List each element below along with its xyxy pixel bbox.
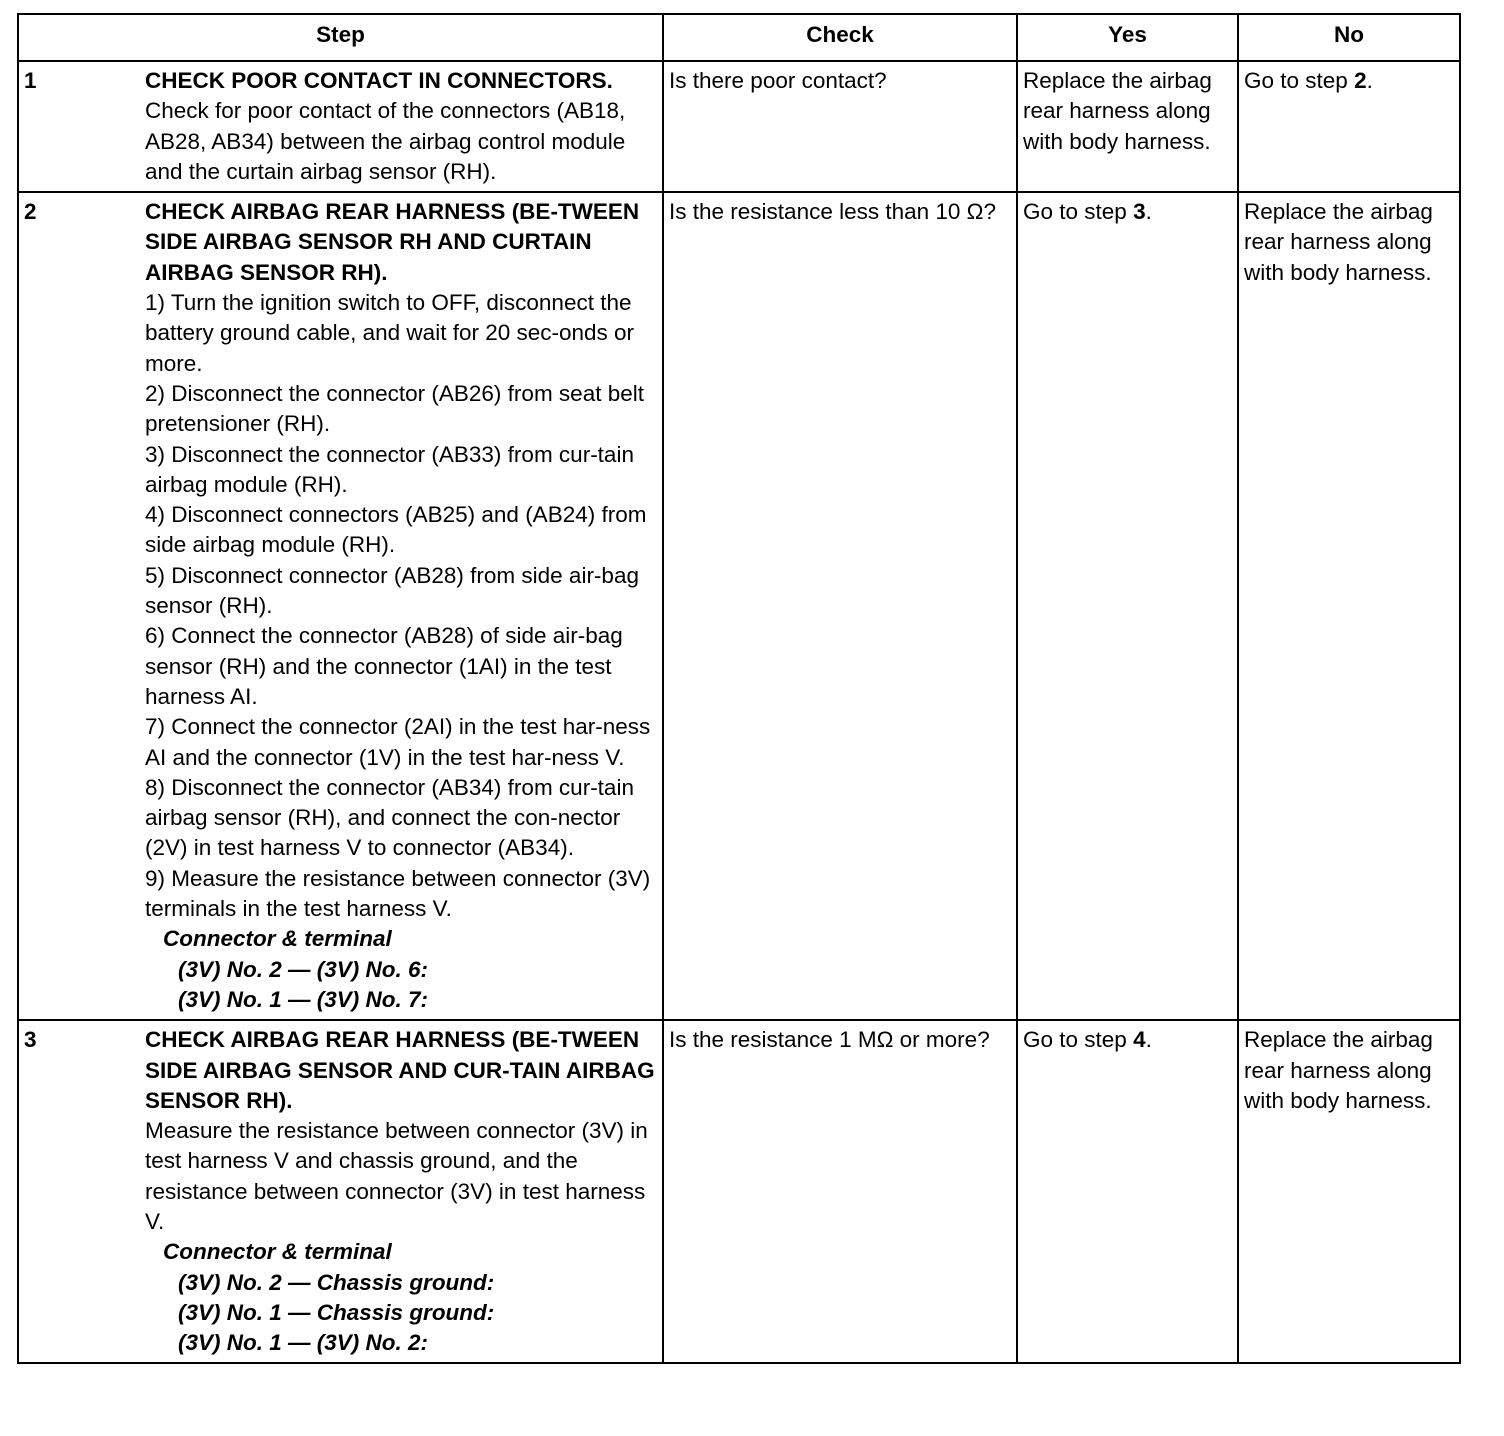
yes-cell: Replace the airbag rear harness along with body harness. bbox=[1017, 61, 1238, 192]
connector-heading: Connector & terminal bbox=[163, 926, 392, 952]
check-cell: Is the resistance 1 MΩ or more? bbox=[663, 1020, 1017, 1363]
step-number: 2 bbox=[18, 192, 140, 1020]
step-title: CHECK POOR CONTACT IN CONNECTORS. bbox=[145, 68, 613, 93]
header-row bbox=[18, 14, 1460, 61]
connector-item: (3V) No. 1 — (3V) No. 2: bbox=[178, 1330, 429, 1356]
header-step: Step bbox=[18, 14, 663, 61]
step-title: CHECK AIRBAG REAR HARNESS (BE-TWEEN SIDE AIRBAG SENSOR AND CUR-TAIN AIRBAG SENSOR RH). bbox=[145, 1027, 655, 1113]
substep-1: 1) Turn the ignition switch to OFF, disconnect the battery ground cable, and wait for 20 sec-onds or more. bbox=[145, 290, 635, 376]
check-cell: Is the resistance less than 10 Ω? bbox=[663, 192, 1017, 1020]
no-cell bbox=[1238, 61, 1460, 192]
substep-8: 8) Disconnect the connector (AB34) from cur-tain airbag sensor (RH), and connect the con-nector (2V) in test harness V to connector (AB34). bbox=[145, 774, 634, 861]
no-cell: Replace the airbag rear harness along with body harness. bbox=[1238, 192, 1460, 1020]
step-cell bbox=[140, 61, 663, 192]
substep-9: 9) Measure the resistance between connector (3V) terminals in the test harness V. bbox=[145, 865, 651, 922]
substep-6: 6) Connect the connector (AB28) of side air-bag sensor (RH) and the connector (1AI) in the test harness AI. bbox=[145, 623, 623, 709]
step-number: 1 bbox=[18, 61, 140, 192]
header-no: No bbox=[1238, 14, 1460, 61]
header-yes: Yes bbox=[1017, 14, 1238, 61]
step-title: CHECK AIRBAG REAR HARNESS (BE-TWEEN SIDE AIRBAG SENSOR RH AND CURTAIN AIRBAG SENSOR RH). bbox=[145, 199, 640, 285]
no-text: Go to step bbox=[1244, 68, 1355, 93]
step-reference: 3 bbox=[1133, 199, 1146, 225]
substep-3: 3) Disconnect the connector (AB33) from cur-tain airbag module (RH). bbox=[145, 441, 634, 497]
substep-7: 7) Connect the connector (2AI) in the test har-ness AI and the connector (1V) in the test har-ness V. bbox=[145, 714, 651, 770]
yes-cell bbox=[1017, 192, 1238, 1020]
yes-suffix: . bbox=[1145, 1027, 1152, 1053]
step-reference: 4 bbox=[1133, 1027, 1146, 1053]
substep-4: 4) Disconnect connectors (AB25) and (AB24) from side airbag module (RH). bbox=[145, 502, 647, 558]
step-text: Measure the resistance between connector (3V) in test harness V and chassis ground, and the resistance between connector (3V) in test harness V. bbox=[145, 1118, 648, 1234]
table-row bbox=[18, 61, 1460, 192]
yes-cell bbox=[1017, 1020, 1238, 1363]
header-check: Check bbox=[663, 14, 1017, 61]
yes-text: Go to step bbox=[1023, 199, 1134, 225]
substep-2: 2) Disconnect the connector (AB26) from seat belt pretensioner (RH). bbox=[145, 380, 644, 437]
substep-5: 5) Disconnect connector (AB28) from side air-bag sensor (RH). bbox=[145, 562, 639, 619]
yes-suffix: . bbox=[1145, 199, 1152, 225]
step-text: Check for poor contact of the connectors (AB18, AB28, AB34) between the airbag control module and the curtain airbag sensor (RH). bbox=[145, 98, 626, 184]
table-row bbox=[18, 1020, 1460, 1363]
step-cell bbox=[140, 192, 663, 1020]
check-cell: Is there poor contact? bbox=[663, 61, 1017, 192]
connector-item: (3V) No. 2 — Chassis ground: bbox=[178, 1269, 495, 1295]
connector-item: (3V) No. 1 — Chassis ground: bbox=[178, 1299, 495, 1325]
connector-heading: Connector & terminal bbox=[163, 1239, 392, 1265]
no-cell: Replace the airbag rear harness along with body harness. bbox=[1238, 1020, 1460, 1363]
step-reference: 2 bbox=[1354, 68, 1367, 93]
connector-item: (3V) No. 2 — (3V) No. 6: bbox=[178, 956, 429, 982]
yes-text: Go to step bbox=[1023, 1027, 1134, 1053]
table-row bbox=[18, 192, 1460, 1020]
connector-item: (3V) No. 1 — (3V) No. 7: bbox=[178, 986, 429, 1012]
no-suffix: . bbox=[1366, 68, 1373, 93]
step-number: 3 bbox=[18, 1020, 140, 1363]
step-cell bbox=[140, 1020, 663, 1363]
diagnostic-table bbox=[17, 13, 1461, 1364]
